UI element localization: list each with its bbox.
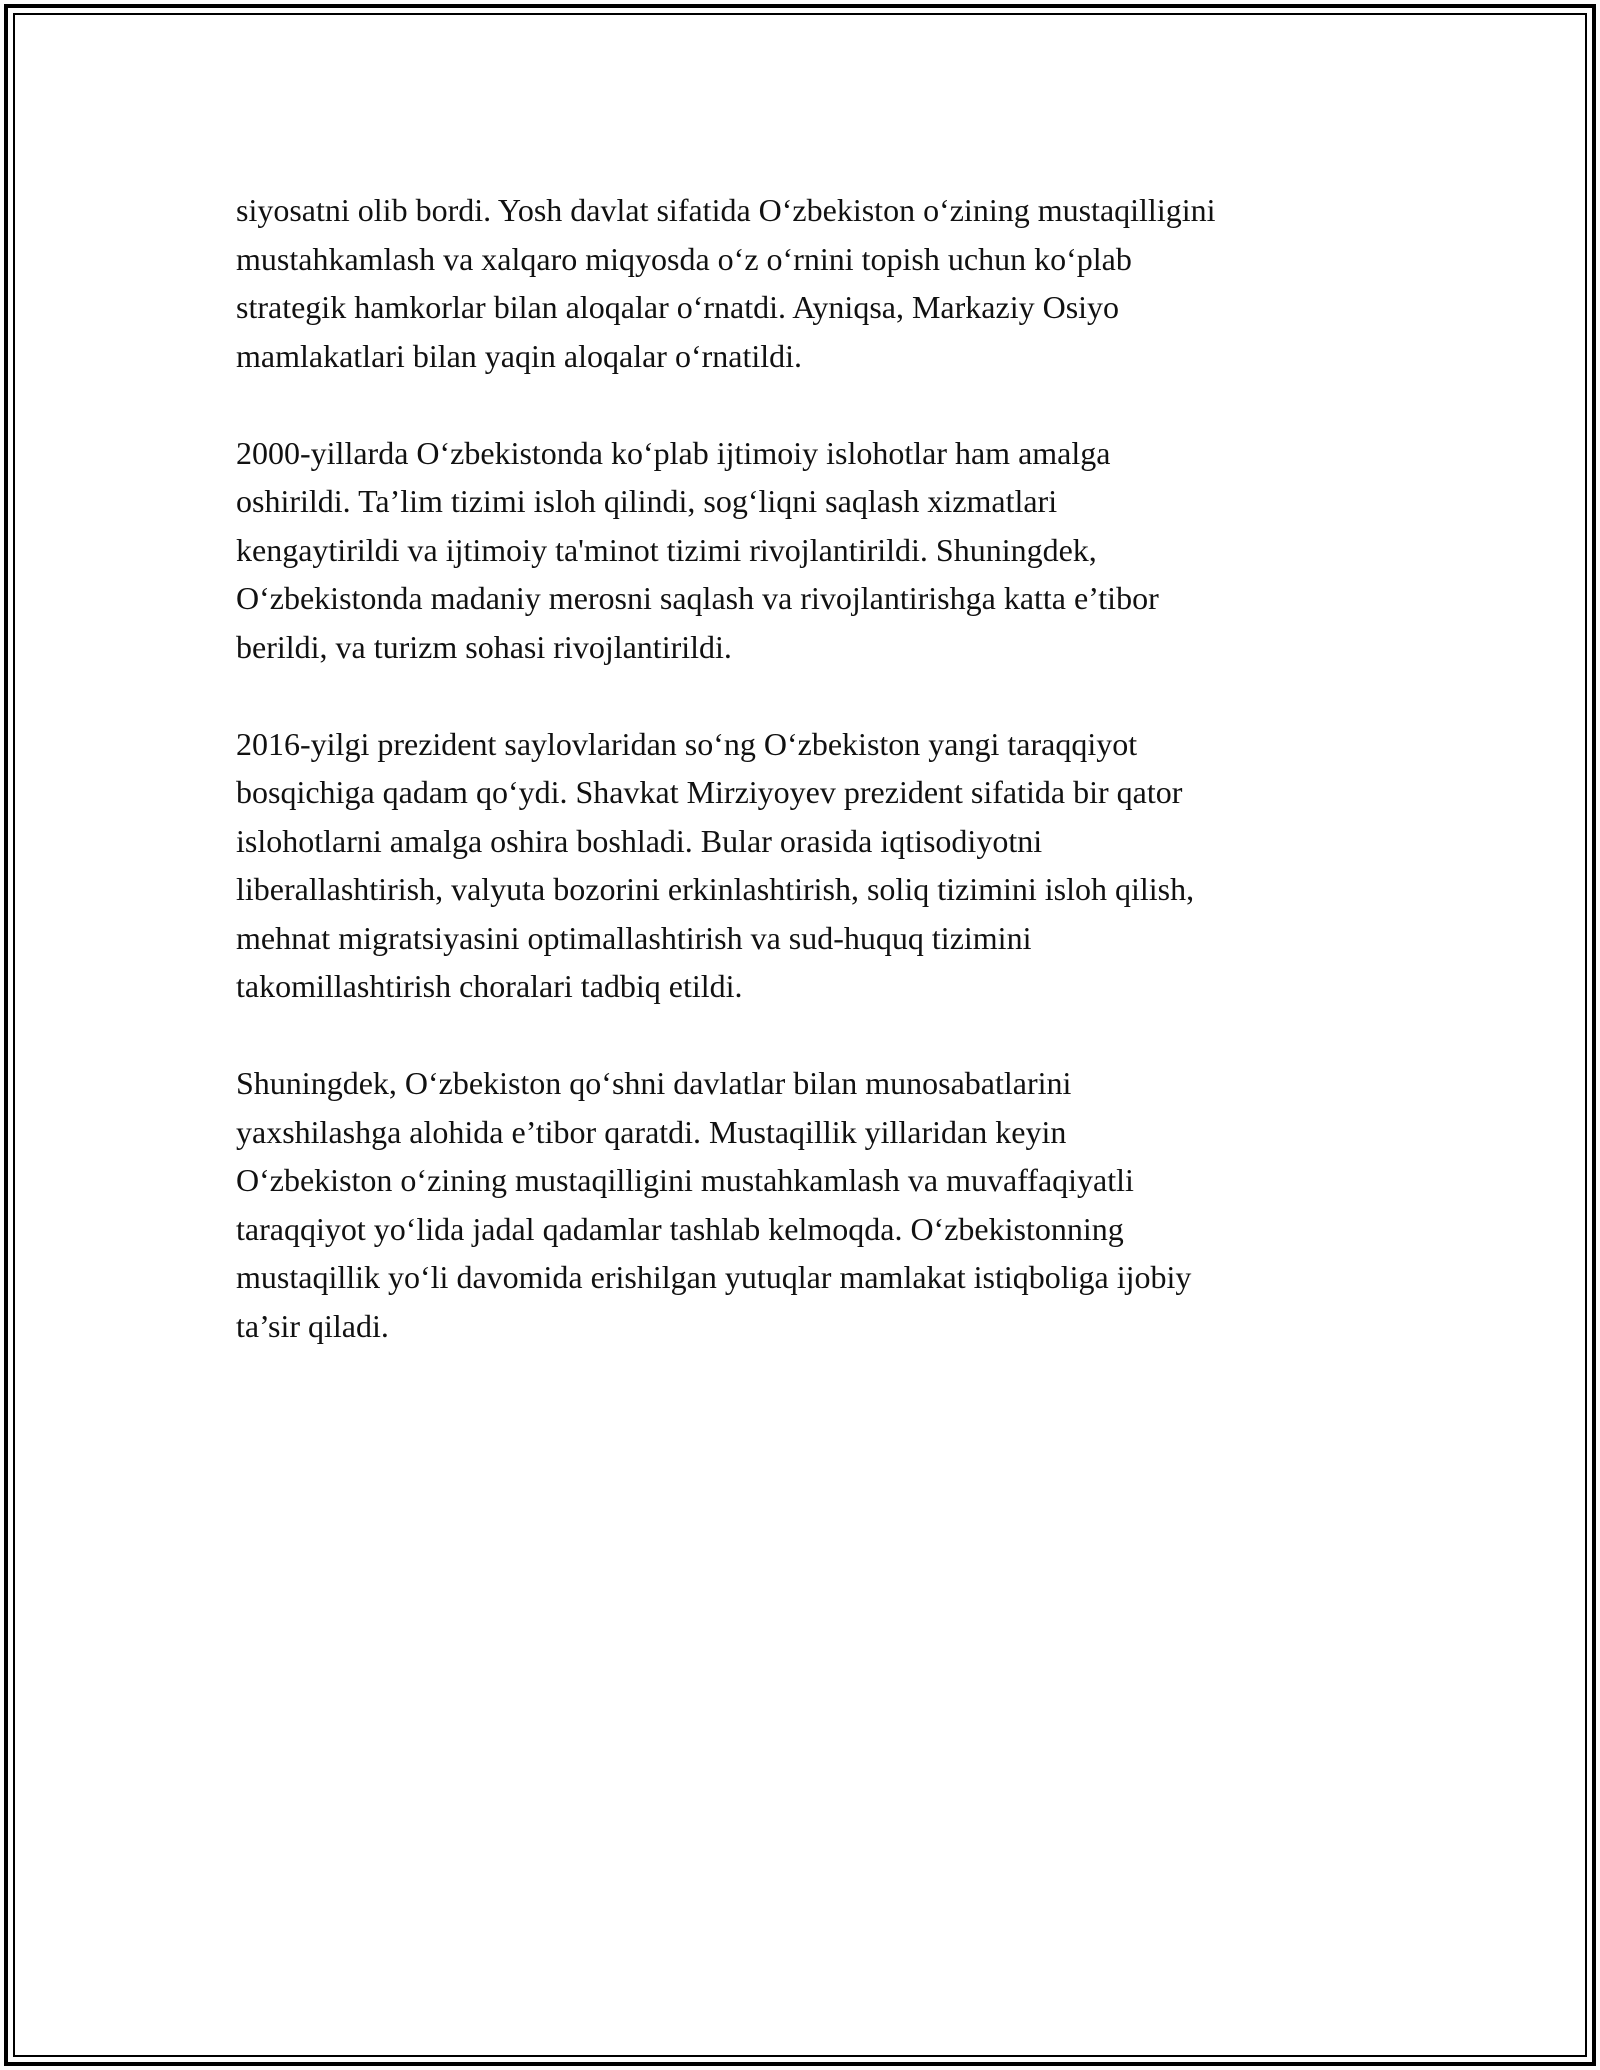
text-line: bosqichiga qadam qo‘ydi. Shavkat Mirziyoyev prezident sifatida bir qator bbox=[236, 774, 1183, 810]
paragraph-3 bbox=[236, 720, 1376, 1011]
text-line: O‘zbekistonda madaniy merosni saqlash va rivojlantirishga katta e’tibor bbox=[236, 580, 1159, 616]
text-line: oshirildi. Ta’lim tizimi isloh qilindi, sog‘liqni saqlash xizmatlari bbox=[236, 483, 1058, 519]
text-line: 2000-yillarda O‘zbekistonda ko‘plab ijtimoiy islohotlar ham amalga bbox=[236, 434, 1111, 471]
text-line: mustahkamlash va xalqaro miqyosda o‘z o‘rnini topish uchun ko‘plab bbox=[236, 240, 1132, 277]
text-line: O‘zbekiston o‘zining mustaqilligini mustahkamlash va muvaffaqiyatli bbox=[236, 1162, 1134, 1198]
text-line: mamlakatlari bilan yaqin aloqalar o‘rnatildi. bbox=[236, 337, 803, 374]
text-line: siyosatni olib bordi. Yosh davlat sifatida O‘zbekiston o‘zining mustaqilligini bbox=[236, 192, 1216, 228]
text-line: islohotlarni amalga oshira boshladi. Bular orasida iqtisodiyotni bbox=[236, 822, 1043, 859]
paragraph-4 bbox=[236, 1059, 1376, 1350]
text-line: yaxshilashga alohida e’tibor qaratdi. Mustaqillik yillaridan keyin bbox=[236, 1113, 1067, 1150]
paragraph-1 bbox=[236, 186, 1376, 380]
text-line: mustaqillik yo‘li davomida erishilgan yutuqlar mamlakat istiqboliga ijobiy bbox=[236, 1259, 1192, 1295]
text-line: mehnat migratsiyasini optimallashtirish va sud-huquq tizimini bbox=[236, 919, 1032, 956]
text-line: liberallashtirish, valyuta bozorini erkinlashtirish, soliq tizimini isloh qilish, bbox=[236, 871, 1195, 907]
text-line: 2016-yilgi prezident saylovlaridan so‘ng O‘zbekiston yangi taraqqiyot bbox=[236, 725, 1138, 762]
text-line: Shuningdek, O‘zbekiston qo‘shni davlatlar bilan munosabatlarini bbox=[236, 1065, 1072, 1101]
text-line: kengaytirildi va ijtimoiy ta'minot tizimi rivojlantirildi. Shuningdek, bbox=[236, 531, 1097, 568]
document-body bbox=[236, 186, 1376, 1399]
text-line: taraqqiyot yo‘lida jadal qadamlar tashlab kelmoqda. O‘zbekistonning bbox=[236, 1210, 1124, 1247]
text-line: strategik hamkorlar bilan aloqalar o‘rnatdi. Ayniqsa, Markaziy Osiyo bbox=[236, 289, 1120, 325]
paragraph-2 bbox=[236, 429, 1376, 672]
text-line: berildi, va turizm sohasi rivojlantirildi. bbox=[236, 628, 732, 665]
text-line: takomillashtirish choralari tadbiq etildi. bbox=[236, 968, 743, 1004]
text-line: ta’sir qiladi. bbox=[236, 1307, 389, 1344]
